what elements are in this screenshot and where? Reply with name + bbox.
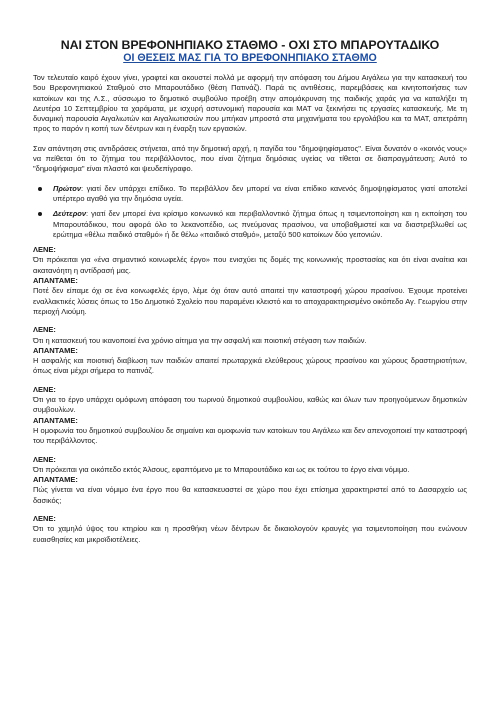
- reason-text: : γιατί δεν υπάρχει επίδικο. Το περιβάλλον δεν μπορεί να είναι επίδικο κανενός δημοψηφίσματος γιατί αποτελεί υπέρτερο αγαθό για την δημόσια υγεία.: [53, 183, 467, 203]
- page-title: ΝΑΙ ΣΤΟΝ ΒΡΕΦΟΝΗΠΙΑΚΟ ΣΤΑΘΜΟ - ΟΧΙ ΣΤΟ ΜΠΑΡΟΥΤΑΔΙΚΟ: [60, 38, 440, 52]
- reason-item-second: [33, 209, 467, 240]
- reason-lead: Δεύτερον: [53, 209, 87, 219]
- intro-paragraph-1: Τον τελευταίο καιρό έχουν γίνει, γραφτεί και ακουστεί πολλά με αφορμή την απόφαση του Δήμου Αιγάλεω για την κατασκευή του 5ου Βρεφονηπιακού Σταθμού στο Μπαρουτάδικο (θέση Πατινάζ). Παρά τις αντιθέσεις, παρεμβάσεις και κινητοποιήσεις των κατοίκων και της Λ.Σ., σύσσωμο το δημοτικό συμβούλιο προέβη στην απομάκρυνση της παιδικής χαράς για να καταλήξει τη Δευτέρα 10 Σεπτεμβρίου τα χαράματα, με ισχυρή αστυνομική παρουσία και ΜΑΤ να ξεκινήσει τις εργασίες κατασκευής. Με τη δυναμική παρουσία Αιγαλιωτών και Αιγαλιωτισσών που μπήκαν μπροστά στα μηχανήματα του εργολάβου και τα ΜΑΤ, απετράπη προς το παρόν η κοπή των δέντρων και η έναρξη των εργασιών.: [33, 73, 467, 134]
- says-text: Ότι η κατασκευή του ικανοποιεί ένα χρόνιο αίτημα για την ασφαλή και ποιοτική στέγαση των παιδιών.: [33, 335, 367, 345]
- intro-paragraph-2: Σαν απάντηση στις αντιδράσεις στήνεται, από την δημοτική αρχή, η παγίδα του "δημοψηφίσματος". Είναι δυνατόν ο «κοινός νους» να πείθεται ότι το ζήτημα του περιβάλλοντος, που είναι ζήτημα δημόσιας υγείας να τίθεται σε διαπραγμάτευση; Αυτό το "δημοψήφισμα" είναι πλαστό και ψευδεπίγραφο.: [33, 143, 467, 174]
- reason-text: : γιατί δεν μπορεί ένα κρίσιμο κοινωνικό και περιβαλλοντικό ζήτημα όπως η τσιμεντοποίηση και η εκποίηση του Μπαρουτάδικου, που αφορά όλο το λεκανοπέδιο, ως πνεύμονας πρασίνου, να υποβαθμιστεί και να διαστρεβλωθεί ως ερώτημα «θέλω παιδικό σταθμό» ή δε θέλω «παιδικό σταθμό», μεταξύ 500 κατοίκων δύο γειτονιών.: [53, 209, 467, 239]
- says-label: ΛΕΝΕ:: [33, 513, 56, 523]
- reply-text: Η ασφαλής και ποιοτική διαβίωση των παιδιών απαιτεί πρωταρχικά ελεύθερους χώρους πρασίνου και χώρους δραστηριοτήτων, όπως είναι μέχρι σήμερα το πατινάζ.: [33, 356, 467, 376]
- qa-block-4: [33, 455, 467, 506]
- says-text: Ότι το χαμηλό ύψος του κτηρίου και η προσθήκη νέων δέντρων δε δικαιολογούν κραυγές για τσιμεντοποίηση που ενώνουν ευαισθησίες και μικροϊδιοτέλειες.: [33, 524, 467, 544]
- reasons-list: [33, 184, 467, 240]
- reply-text: Πώς γίνεται να είναι νόμιμο ένα έργο που θα κατασκευαστεί σε χώρο που έχει επίσημα χαρακτηριστεί από το Δασαρχείο ως δασικός;: [33, 485, 467, 505]
- bullet-dot-icon: [38, 187, 42, 191]
- reply-label: ΑΠΑΝΤΑΜΕ:: [33, 415, 78, 425]
- qa-block-1: [33, 245, 467, 317]
- says-text: Ότι πρόκειται για «ένα σημαντικό κοινωφελές έργο» που ενισχύει τις δομές της κοινωνικής προστασίας και ότι είναι αναίτια και ακατανόητη η αντίδρασή μας.: [33, 255, 467, 275]
- reason-lead: Πρώτον: [53, 183, 82, 193]
- qa-block-5: [33, 514, 467, 545]
- bullet-dot-icon: [38, 212, 42, 216]
- reply-label: ΑΠΑΝΤΑΜΕ:: [33, 475, 78, 485]
- qa-block-3: [33, 385, 467, 447]
- reply-text: Η ομοφωνία του δημοτικού συμβουλίου δε σημαίνει και ομοφωνία των κατοίκων του Αιγάλεω και δεν απενοχοποιεί την καταστροφή του περιβάλλοντος.: [33, 425, 467, 446]
- qa-block-2: [33, 325, 467, 376]
- says-text: Ότι πρόκειται για οικόπεδο εκτός Άλσους, εφαπτόμενο με το Μπαρουτάδικο και ως εκ τούτου το έργο είναι νόμιμο.: [33, 464, 410, 474]
- says-label: ΛΕΝΕ:: [33, 245, 56, 255]
- page-subtitle: ΟΙ ΘΕΣΕΙΣ ΜΑΣ ΓΙΑ ΤΟ ΒΡΕΦΟΝΗΠΙΑΚΟ ΣΤΑΘΜΟ: [123, 52, 377, 64]
- says-text: Ότι για το έργο υπάρχει ομόφωνη απόφαση του τωρινού δημοτικού συμβουλίου, καθώς και όλων των προηγούμενων δημοτικών συμβουλίων.: [33, 395, 467, 415]
- says-label: ΛΕΝΕ:: [33, 384, 56, 394]
- reply-text: Ποτέ δεν είπαμε όχι σε ένα κοινωφελές έργο, λέμε όχι όταν αυτό απαιτεί την καταστροφή χώρου πρασίνου. Έχουμε προτείνει εναλλακτικές λύσεις όπως το 15ο Δημοτικό Σχολείο που παραμένει κλειστό και το αποχαρακτηρισμένο οικόπεδο Αγ. Γεωργίου στην περιοχή Λιούμη.: [33, 286, 467, 316]
- reply-label: ΑΠΑΝΤΑΜΕ:: [33, 276, 78, 286]
- says-label: ΛΕΝΕ:: [33, 325, 56, 335]
- says-label: ΛΕΝΕ:: [33, 454, 56, 464]
- reason-item-first: [33, 184, 467, 205]
- reply-label: ΑΠΑΝΤΑΜΕ:: [33, 345, 78, 355]
